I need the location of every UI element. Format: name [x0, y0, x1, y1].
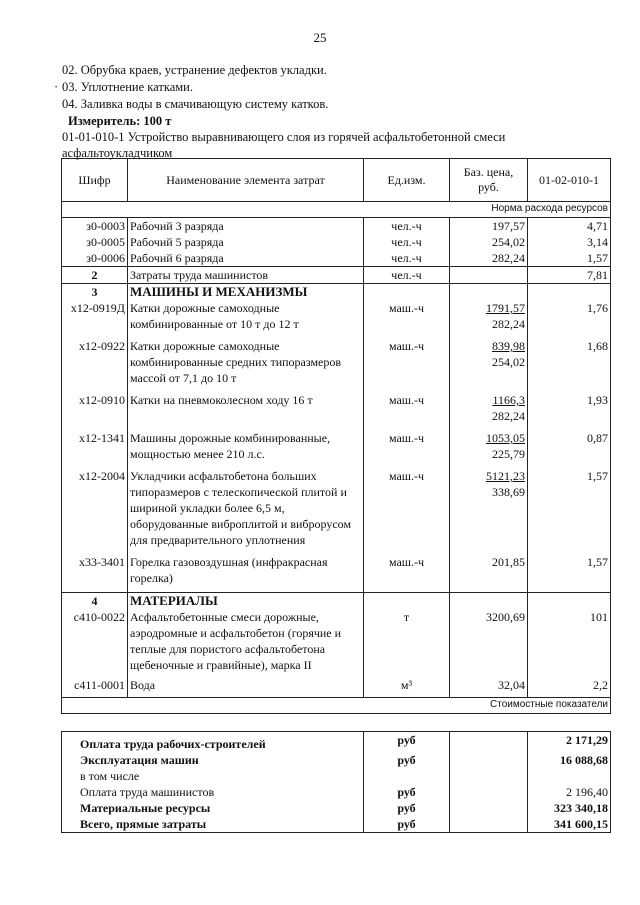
resource-price: 32,04 — [450, 677, 528, 698]
resource-name: Рабочий 5 разряда — [128, 234, 364, 250]
resource-code: х12-0919Д — [62, 300, 128, 338]
section-num: 3 — [62, 284, 128, 301]
price-operator-wage: 254,02 — [492, 355, 525, 369]
total-label: в том числе — [62, 768, 364, 784]
section-title: МАШИНЫ И МЕХАНИЗМЫ — [128, 284, 364, 301]
price-total: 1053,05 — [486, 431, 525, 445]
total-label: Всего, прямые затраты — [62, 816, 364, 833]
total-unit: руб — [364, 816, 450, 833]
total-row — [62, 768, 611, 784]
section-title: МАТЕРИАЛЫ — [128, 593, 364, 610]
header-norm-code: 01-02-010-1 — [528, 159, 611, 202]
total-value: 323 340,18 — [528, 800, 611, 816]
resource-code: с411-0001 — [62, 677, 128, 698]
page-number: 25 — [313, 30, 327, 45]
price-total: 839,98 — [492, 339, 525, 353]
resource-price — [450, 300, 528, 338]
resource-code: х12-0922 — [62, 338, 128, 392]
resource-name: Вода — [128, 677, 364, 698]
total-empty — [450, 816, 528, 833]
table-row — [62, 677, 611, 698]
total-empty — [450, 732, 528, 753]
section-price — [450, 267, 528, 284]
empty-cell — [364, 284, 450, 301]
table-row — [62, 468, 611, 554]
step-line: 04. Заливка воды в смачивающую систему катков. — [62, 97, 329, 111]
total-label: Оплата труда машинистов — [62, 784, 364, 800]
empty-cell — [450, 593, 528, 610]
resource-name: Катки дорожные самоходные комбинированные средних типоразмеров массой от 7,1 до 10 т — [128, 338, 364, 392]
resource-norm: 2,2 — [528, 677, 611, 698]
cost-caption: Стоимостные показатели — [62, 698, 611, 714]
price-operator-wage: 225,79 — [492, 447, 525, 461]
total-row — [62, 752, 611, 768]
resource-price — [450, 554, 528, 593]
totals-table — [61, 731, 611, 833]
resource-name: Укладчики асфальтобетона больших типоразмеров с телескопической плитой и шириной укладки более 6,5 м, оборудованные виброплитой и виброрусом для предварительного уплотнения — [128, 468, 364, 554]
materials-section — [62, 609, 611, 698]
table-row — [62, 609, 611, 677]
table-row — [62, 218, 611, 235]
step-line — [54, 79, 328, 96]
resource-price: 197,57 — [450, 218, 528, 235]
measure-unit: Измеритель: 100 т — [68, 114, 172, 128]
total-empty — [450, 768, 528, 784]
total-unit: руб — [364, 752, 450, 768]
empty-cell — [528, 284, 611, 301]
step-text: 03. Уплотнение катками. — [62, 80, 193, 94]
resource-code: з0-0006 — [62, 250, 128, 267]
resource-unit: м³ — [364, 677, 450, 698]
resource-unit: маш.-ч — [364, 468, 450, 554]
resource-norm: 1,76 — [528, 300, 611, 338]
header-unit: Ед.изм. — [364, 159, 450, 202]
resource-code: з0-0003 — [62, 218, 128, 235]
total-label: Материальные ресурсы — [62, 800, 364, 816]
total-row — [62, 816, 611, 833]
resource-code: х12-1341 — [62, 430, 128, 468]
price-operator-wage: 282,24 — [492, 317, 525, 331]
resource-price: 254,02 — [450, 234, 528, 250]
price-total: 1791,57 — [486, 301, 525, 315]
resource-table — [61, 158, 611, 714]
total-label: Оплата труда рабочих-строителей — [62, 732, 364, 753]
resource-unit: чел.-ч — [364, 218, 450, 235]
section-num: 4 — [62, 593, 128, 610]
total-unit — [364, 768, 450, 784]
section-unit: чел.-ч — [364, 267, 450, 284]
norm-caption-row — [62, 202, 611, 218]
total-label: Эксплуатация машин — [62, 752, 364, 768]
resource-unit: маш.-ч — [364, 392, 450, 430]
resource-unit: маш.-ч — [364, 300, 450, 338]
table-row — [62, 234, 611, 250]
resource-norm: 1,57 — [528, 468, 611, 554]
price-total: 201,85 — [492, 555, 525, 569]
total-unit: руб — [364, 732, 450, 753]
total-row — [62, 800, 611, 816]
resource-name: Катки дорожные самоходные комбинированные от 10 т до 12 т — [128, 300, 364, 338]
resource-unit: маш.-ч — [364, 430, 450, 468]
empty-cell — [450, 284, 528, 301]
header-name: Наименование элемента затрат — [128, 159, 364, 202]
price-total: 5121,23 — [486, 469, 525, 483]
total-row — [62, 784, 611, 800]
resource-name: Катки на пневмоколесном ходу 16 т — [128, 392, 364, 430]
total-row — [62, 732, 611, 753]
resource-code: х12-2004 — [62, 468, 128, 554]
total-empty — [450, 800, 528, 816]
resource-unit: маш.-ч — [364, 554, 450, 593]
resource-unit: чел.-ч — [364, 234, 450, 250]
section-num: 2 — [62, 267, 128, 284]
resource-norm: 1,57 — [528, 250, 611, 267]
totals-body — [62, 732, 611, 833]
total-value: 16 088,68 — [528, 752, 611, 768]
resource-norm: 0,87 — [528, 430, 611, 468]
total-value: 2 196,40 — [528, 784, 611, 800]
resource-price: 282,24 — [450, 250, 528, 267]
resource-norm: 1,68 — [528, 338, 611, 392]
resource-unit: чел.-ч — [364, 250, 450, 267]
table-row — [62, 338, 611, 392]
section-name: Затраты труда машинистов — [128, 267, 364, 284]
price-operator-wage: 282,24 — [492, 409, 525, 423]
bullet-dot-icon: · — [54, 80, 59, 94]
resource-name: Асфальтобетонные смеси дорожные, аэродромные и асфальтобетон (горячие и теплые для пористого асфальтобетона щебеночные и гравийные), марка II — [128, 609, 364, 677]
price-operator-wage: 338,69 — [492, 485, 525, 499]
table-row — [62, 392, 611, 430]
resource-code: с410-0022 — [62, 609, 128, 677]
resource-price: 3200,69 — [450, 609, 528, 677]
resource-name: Рабочий 6 разряда — [128, 250, 364, 267]
resource-unit: маш.-ч — [364, 338, 450, 392]
table-row — [62, 250, 611, 267]
total-unit: руб — [364, 800, 450, 816]
resource-code: з0-0005 — [62, 234, 128, 250]
work-steps — [54, 62, 329, 130]
step-line: 02. Обрубка краев, устранение дефектов укладки. — [62, 63, 327, 77]
resource-code: х12-0910 — [62, 392, 128, 430]
empty-cell — [364, 593, 450, 610]
header-price: Баз. цена, руб. — [450, 159, 528, 202]
resource-norm: 1,93 — [528, 392, 611, 430]
resource-price — [450, 430, 528, 468]
resource-price — [450, 338, 528, 392]
section-2-row — [62, 267, 611, 284]
resource-norm: 101 — [528, 609, 611, 677]
machines-section — [62, 300, 611, 593]
resource-unit: т — [364, 609, 450, 677]
total-unit: руб — [364, 784, 450, 800]
table-row — [62, 300, 611, 338]
total-value: 2 171,29 — [528, 732, 611, 753]
empty-cell — [528, 593, 611, 610]
cost-caption-row — [62, 698, 611, 714]
resource-name: Машины дорожные комбинированные, мощностью менее 210 л.с. — [128, 430, 364, 468]
resource-name: Рабочий 3 разряда — [128, 218, 364, 235]
section-3-row — [62, 284, 611, 301]
norm-caption: Норма расхода ресурсов — [62, 202, 611, 218]
table-row — [62, 554, 611, 593]
total-empty — [450, 784, 528, 800]
resource-price — [450, 468, 528, 554]
resource-norm: 3,14 — [528, 234, 611, 250]
resource-norm: 4,71 — [528, 218, 611, 235]
resource-norm: 1,57 — [528, 554, 611, 593]
resource-code: х33-3401 — [62, 554, 128, 593]
price-total: 1166,3 — [492, 393, 525, 407]
total-value: 341 600,15 — [528, 816, 611, 833]
total-value — [528, 768, 611, 784]
norm-title: 01-01-010-1 Устройство выравнивающего слоя из горячей асфальтобетонной смеси асфальтоукладчиком — [62, 130, 506, 160]
table-row — [62, 430, 611, 468]
resource-name: Горелка газовоздушная (инфракрасная горелка) — [128, 554, 364, 593]
resource-price — [450, 392, 528, 430]
workers-section — [62, 218, 611, 267]
table-header — [62, 159, 611, 202]
section-4-row — [62, 593, 611, 610]
header-code: Шифр — [62, 159, 128, 202]
section-norm: 7,81 — [528, 267, 611, 284]
total-empty — [450, 752, 528, 768]
